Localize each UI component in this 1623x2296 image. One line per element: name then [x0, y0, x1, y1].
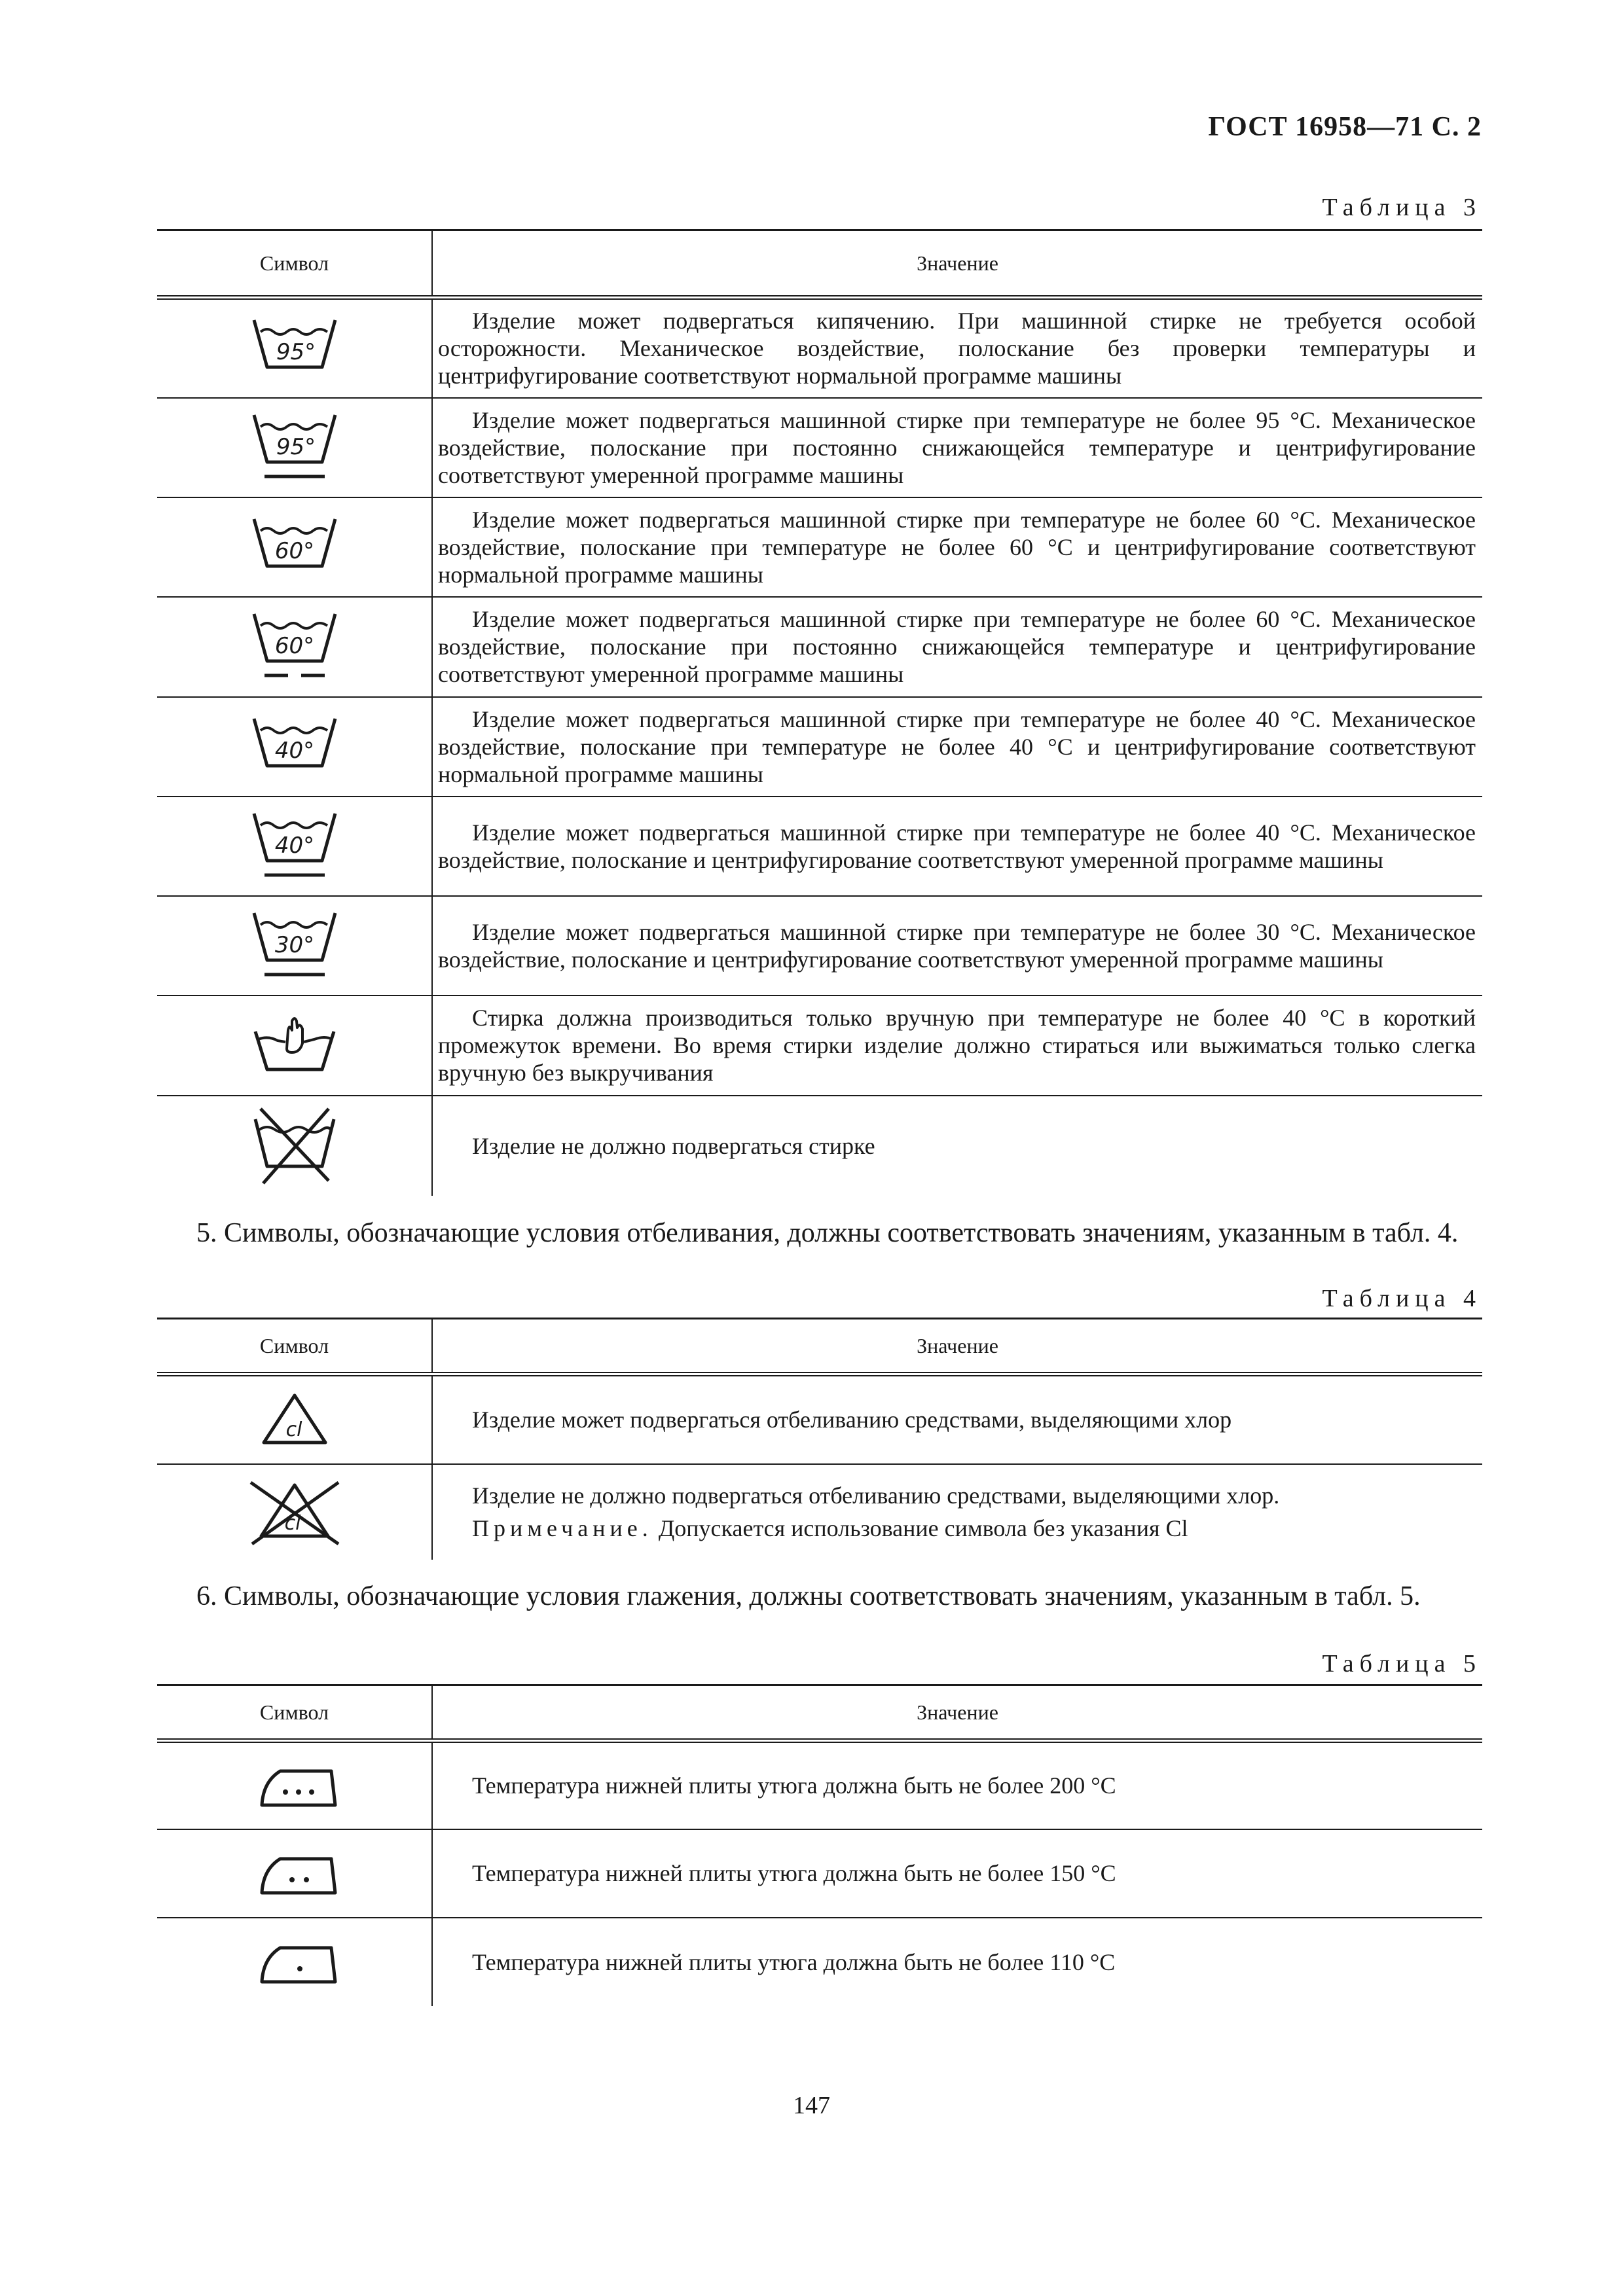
meaning-cell: Изделие не должно подвергаться отбеливанию средствами, выделяющими хлор. Примечание. Допускается использование символа без указания Cl: [432, 1464, 1482, 1560]
meaning-cell: Изделие может подвергаться машинной стирке при температуре не более 40 °С. Механическое воздействие, полоскание и центрифугирование соответствуют умеренной программе машины: [432, 797, 1482, 896]
wash-temp-label: 95°: [276, 339, 316, 366]
table-row: [157, 996, 1482, 1096]
meaning-cell: Изделие может подвергаться машинной стирке при температуре не более 95 °С. Механическое воздействие, полоскание при постоянно снижающейся температуре и центрифугирование соответствуют умеренной программе машины: [432, 398, 1482, 497]
column-header-meaning: Значение: [432, 1685, 1482, 1741]
table-row: [157, 1096, 1482, 1196]
wash-temp-label: 95°: [276, 433, 316, 460]
meaning-cell: Изделие может подвергаться отбеливанию средствами, выделяющими хлор: [472, 1407, 1232, 1433]
page-number: 147: [793, 2092, 830, 2119]
table-row: [157, 1918, 1482, 2006]
wash-temp-label: 30°: [274, 931, 314, 958]
column-header-symbol: Символ: [157, 1319, 432, 1374]
note-text: Допускается использование символа без указания Cl: [652, 1515, 1188, 1541]
symbol-cell: [157, 1741, 432, 1829]
wash-40-icon: [249, 711, 340, 783]
symbol-cell: [157, 1464, 432, 1560]
bleach-chlorine-icon: [259, 1390, 331, 1449]
meaning-cell: Изделие может подвергаться машинной стирке при температуре не более 40 °С. Механическое воздействие, полоскание при температуре не более 40 °С и центрифугирование соответствуют нормальной программе машины: [432, 697, 1482, 797]
symbol-cell: [157, 1374, 432, 1464]
wash-temp-label: 40°: [274, 737, 314, 764]
meaning-cell: Стирка должна производиться только вручную при температуре не более 40 °С в короткий промежуток времени. Во время стирки изделие должно стираться или выжиматься только слегка вручную без выкручивания: [432, 996, 1482, 1096]
table-3-title: Таблица 3: [1322, 194, 1482, 221]
column-header-meaning: Значение: [432, 230, 1482, 298]
table-row: [157, 497, 1482, 597]
table-row: [157, 896, 1482, 996]
wash-60-icon: [249, 511, 340, 583]
column-header-symbol: Символ: [157, 230, 432, 298]
chlorine-label: cl: [285, 1418, 302, 1442]
table-row: [157, 1464, 1482, 1560]
symbol-cell: [157, 597, 432, 697]
symbol-cell: [157, 298, 432, 398]
do-not-wash-icon: [249, 1103, 340, 1189]
iron-2-dots-icon: [249, 1847, 340, 1899]
meaning-cell: Изделие может подвергаться машинной стирке при температуре не более 60 °С. Механическое воздействие, полоскание при постоянно снижающейся температуре и центрифугирование соответствуют умеренной программе машины: [432, 597, 1482, 697]
wash-95-mild-icon: [249, 408, 340, 487]
wash-temp-label: 40°: [274, 832, 314, 859]
wash-temp-label: 60°: [274, 633, 314, 659]
wash-40-mild-icon: [249, 807, 340, 886]
symbol-cell: [157, 996, 432, 1096]
table-4: [157, 1318, 1482, 1560]
symbol-cell: [157, 1096, 432, 1196]
table-5-title: Таблица 5: [1322, 1650, 1482, 1677]
table-header-row: [157, 1319, 1482, 1374]
meaning-cell: Температура нижней плиты утюга должна быть не более 110 °С: [432, 1918, 1482, 2006]
wash-60-mild-icon: [249, 607, 340, 686]
meaning-cell: Изделие может подвергаться машинной стирке при температуре не более 30 °С. Механическое воздействие, полоскание и центрифугирование соответствуют умеренной программе машины: [432, 896, 1482, 996]
chlorine-label: cl: [284, 1512, 301, 1535]
symbol-cell: [157, 797, 432, 896]
meaning-cell: Изделие может подвергаться кипячению. При машинной стирке не требуется особой осторожности. Механическое воздействие, полоскание без проверки температуры и центрифугирование соответствуют нормальной программе машины: [438, 308, 1476, 389]
table-row: [157, 1741, 1482, 1829]
symbol-cell: [157, 896, 432, 996]
meaning-cell: Температура нижней плиты утюга должна быть не более 200 °С: [472, 1772, 1116, 1799]
meaning-cell: Температура нижней плиты утюга должна быть не более 150 °С: [432, 1829, 1482, 1918]
document-header: ГОСТ 16958—71 С. 2: [1208, 112, 1482, 142]
paragraph-6: 6. Символы, обозначающие условия глажения, должны соответствовать значениям, указанным в табл. 5.: [196, 1581, 1421, 1611]
table-row: [157, 1829, 1482, 1918]
table-row: [157, 797, 1482, 896]
table-header-row: [157, 1685, 1482, 1741]
note-label: Примечание.: [472, 1515, 653, 1541]
table-header-row: [157, 230, 1482, 298]
hand-wash-icon: [249, 1009, 340, 1081]
table-row: [157, 697, 1482, 797]
meaning-cell: Изделие не должно подвергаться стирке: [432, 1096, 1482, 1196]
iron-1-dot-icon: [249, 1936, 340, 1988]
iron-3-dots-icon: [249, 1759, 340, 1812]
table-3: [157, 229, 1482, 1196]
no-bleach-icon: [246, 1476, 344, 1548]
paragraph-5: 5. Символы, обозначающие условия отбеливания, должны соответствовать значениям, указанным в табл. 4.: [196, 1218, 1459, 1248]
table-5: [157, 1684, 1482, 2006]
column-header-meaning: Значение: [432, 1319, 1482, 1374]
meaning-cell: Изделие может подвергаться машинной стирке при температуре не более 60 °С. Механическое воздействие, полоскание при температуре не более 60 °С и центрифугирование соответствуют нормальной программе машины: [432, 497, 1482, 597]
wash-30-icon: [249, 906, 340, 985]
column-header-symbol: Символ: [157, 1685, 432, 1741]
table-row: [157, 298, 1482, 398]
table-row: [157, 398, 1482, 497]
symbol-cell: [157, 1829, 432, 1918]
table-4-title: Таблица 4: [1322, 1285, 1482, 1312]
symbol-cell: [157, 497, 432, 597]
symbol-cell: [157, 1918, 432, 2006]
wash-95-icon: [249, 312, 340, 384]
wash-temp-label: 60°: [274, 537, 314, 564]
symbol-cell: [157, 697, 432, 797]
table-row: [157, 1374, 1482, 1464]
table-row: [157, 597, 1482, 697]
symbol-cell: [157, 398, 432, 497]
